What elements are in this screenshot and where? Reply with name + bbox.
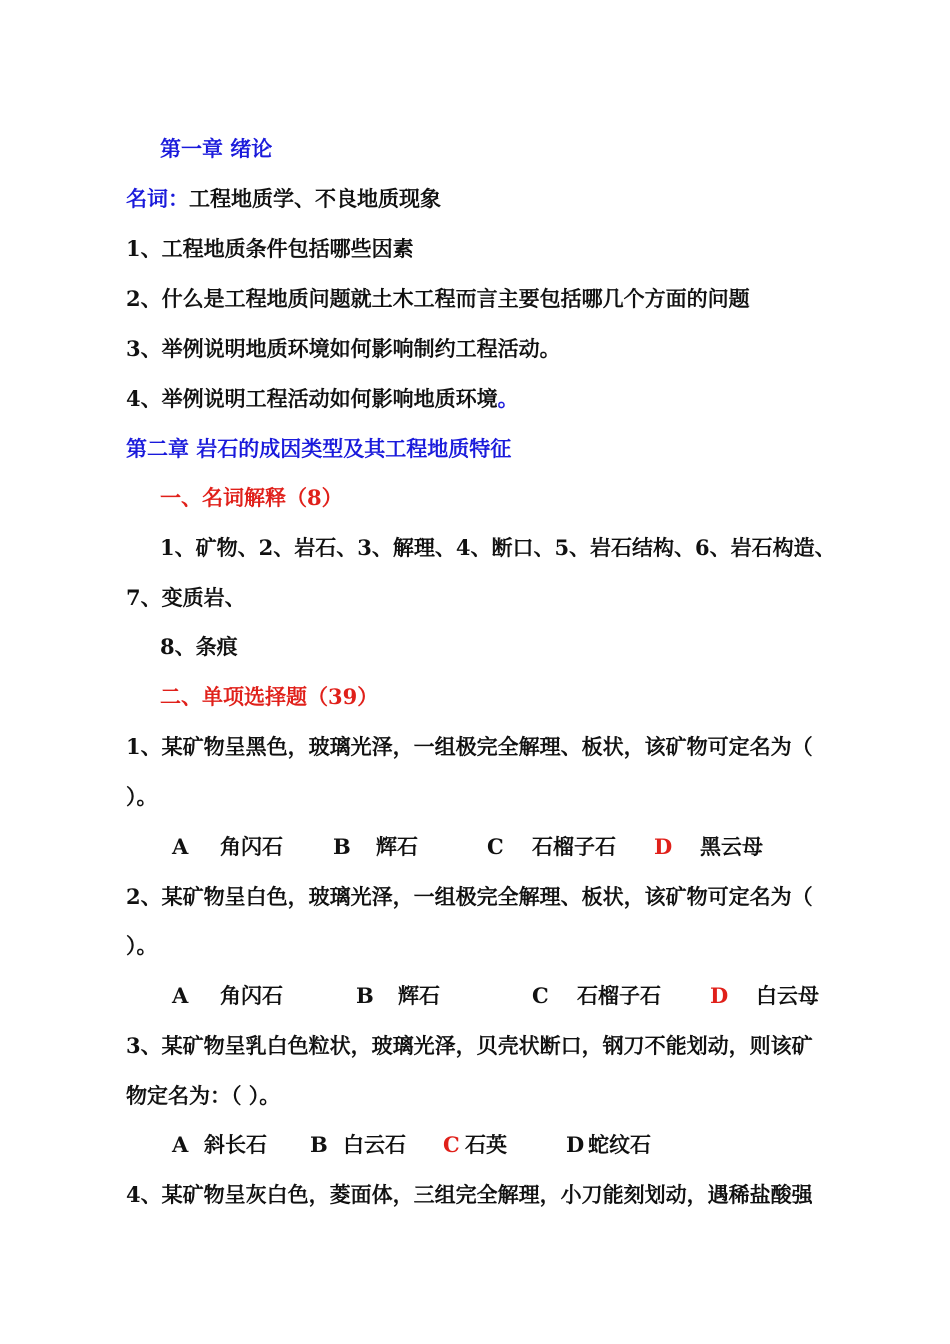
option-letter: B <box>310 1132 328 1157</box>
ch1-question-4-text: 4、举例说明工程活动如何影响地质环境 <box>126 386 498 411</box>
option-text: 辉石 <box>376 834 418 859</box>
answer-option-letter: C <box>443 1132 460 1157</box>
answer-option-letter: D <box>654 834 673 859</box>
terms-text: 工程地质学、不良地质现象 <box>189 186 441 211</box>
ch1-question-3: 3、举例说明地质环境如何影响制约工程活动。 <box>126 336 561 361</box>
option-letter: A <box>172 983 189 1008</box>
option-text: 石榴子石 <box>532 834 616 859</box>
option-text: 黑云母 <box>700 834 763 859</box>
ch1-terms-line <box>126 185 441 213</box>
option-letter: C <box>487 834 504 859</box>
question-3-line-2: 物定名为：（ ）。 <box>126 1083 281 1108</box>
option-text: 辉石 <box>398 983 440 1008</box>
chapter-1-title: 第一章 绪论 <box>160 136 273 161</box>
option-letter: B <box>356 983 374 1008</box>
question-3-line-1: 3、某矿物呈乳白色粒状，玻璃光泽，贝壳状断口，钢刀不能划动，则该矿 <box>126 1033 813 1058</box>
ch1-question-2: 2、什么是工程地质问题就土木工程而言主要包括哪几个方面的问题 <box>126 286 750 311</box>
ch1-question-1: 1、工程地质条件包括哪些因素 <box>126 236 414 261</box>
terms-list-line-2: 7、变质岩、 <box>126 585 246 610</box>
terms-list-line-3: 8、条痕 <box>160 634 238 659</box>
option-text: 石榴子石 <box>577 983 661 1008</box>
question-2-line-2: ）。 <box>126 933 158 958</box>
option-text: 石英 <box>465 1132 507 1157</box>
option-text: 斜长石 <box>204 1132 267 1157</box>
ch1-question-4-end: 。 <box>497 386 519 411</box>
chapter-2-title: 第二章 岩石的成因类型及其工程地质特征 <box>126 436 512 461</box>
option-letter: A <box>172 1132 189 1157</box>
question-4-line-1: 4、某矿物呈灰白色，菱面体，三组完全解理，小刀能刻划动，遇稀盐酸强 <box>126 1182 813 1207</box>
option-text: 蛇纹石 <box>588 1132 651 1157</box>
ch1-question-4 <box>126 385 519 413</box>
section-2-title: 二、单项选择题（39） <box>160 684 379 709</box>
option-text: 角闪石 <box>220 834 283 859</box>
section-1-title: 一、名词解释（8） <box>160 485 343 510</box>
question-1-line-2: ）。 <box>126 784 158 809</box>
option-text: 角闪石 <box>220 983 283 1008</box>
question-2-line-1: 2、某矿物呈白色，玻璃光泽，一组极完全解理、板状，该矿物可定名为（ <box>126 884 813 909</box>
question-1-line-1: 1、某矿物呈黑色，玻璃光泽，一组极完全解理、板状，该矿物可定名为（ <box>126 734 813 759</box>
terms-list-line-1: 1、矿物、2、岩石、3、解理、4、断口、5、岩石结构、6、岩石构造、 <box>160 535 836 560</box>
option-letter: A <box>172 834 189 859</box>
option-letter: C <box>532 983 549 1008</box>
option-letter: B <box>333 834 351 859</box>
terms-label: 名词： <box>126 186 189 211</box>
option-letter: D <box>566 1132 585 1157</box>
option-text: 白云母 <box>756 983 819 1008</box>
answer-option-letter: D <box>710 983 729 1008</box>
option-text: 白云石 <box>343 1132 406 1157</box>
